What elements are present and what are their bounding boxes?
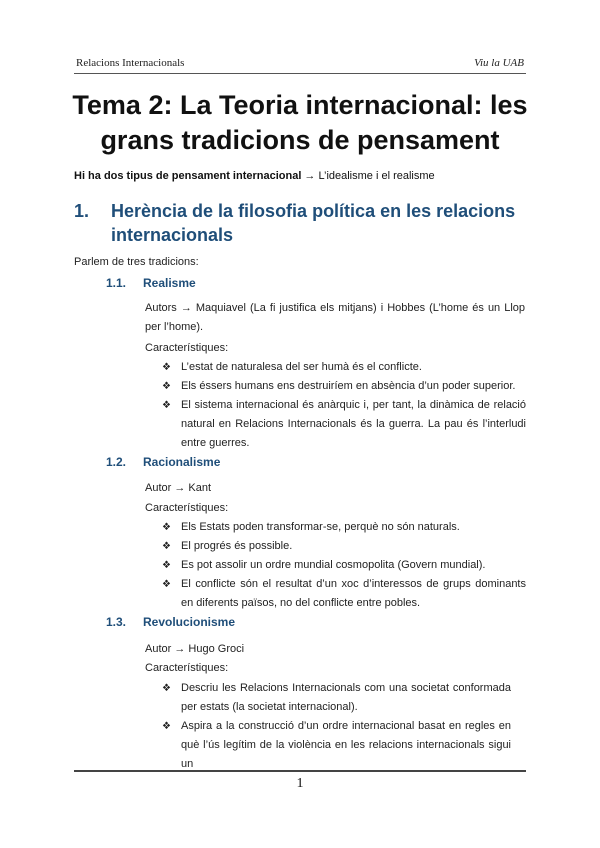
footer-rule — [74, 770, 526, 772]
page-number: 1 — [296, 776, 304, 791]
racionalisme-features-label: Característiques: — [145, 502, 229, 514]
racionalisme-authors: Autor → Kant — [145, 482, 212, 494]
page-title: Tema 2: La Teoria internacional: les grans tradicions de pensament — [72, 90, 528, 155]
subsection-heading-revolucionisme — [106, 615, 235, 629]
intro-line — [74, 170, 435, 182]
subsection-number: 1.2. — [106, 455, 127, 469]
subsection-heading-racionalisme — [106, 455, 220, 469]
subsection-title: Racionalisme — [143, 455, 221, 469]
subsection-title: Realisme — [143, 276, 196, 290]
subsection-number: 1.1. — [106, 276, 127, 290]
document-page: Relacions Internacionals Viu la UAB Tema 2: La Teoria internacional: les grans tradicions de pensament Hi ha dos tipus de pensament internacional → L’idealisme i el realisme 1. Herència de la filosofia política en les relacions internacionals Parlem de tres tradicions: 1.1. Realisme Autors → Maquiavel (La fi justifica els mitjans) i Hobbes (L’home és un Llop per l’home). Característiques: ❖ L’estat de naturalesa del ser humà és el conflicte. ❖ Els éssers humans ens destruiríem en absència d’un poder superior. ❖ El sistema internacional és anàrquic i, per tant, la dinàmica de relació natural en Relacions Internacionals és la guerra. La pau és l’interludi entre guerres. 1.2. Racionalisme Autor → Kant Característiques: ❖ Els Estats poden transformar-se, perquè no són naturals. ❖ El progrés és possible. ❖ Es pot assolir un ordre mundial cosmopolita (Govern mundial). ❖ El conflicte són el resultat d’un xoc d’interessos de grups dominants en diferents països, no del conflicte entre pobles. 1.3. Revolucionisme Autor → Hugo Groci Característiques: ❖ Descriu les Relacions Internacionals com una societat conformada per estats (la societat internacional). ❖ Aspira a la construcció d’un ordre internacional basat en regles en què l’ús legítim de la violència en les relacions internacionals sigui un 1 — [0, 0, 600, 848]
realisme-features-label: Característiques: — [145, 342, 229, 354]
subsection-number: 1.3. — [106, 615, 127, 629]
diamond-bullet-icon: ❖ — [162, 560, 171, 571]
diamond-bullet-icon: ❖ — [162, 400, 171, 411]
subsection-title: Revolucionisme — [143, 615, 236, 629]
diamond-bullet-icon: ❖ — [162, 721, 171, 732]
revolucionisme-features-label: Característiques: — [145, 662, 229, 674]
section-title: Herència de la filosofia política en les relacions internacionals — [111, 201, 516, 245]
section-lead: Parlem de tres tradicions: — [74, 256, 199, 268]
diamond-bullet-icon: ❖ — [162, 522, 171, 533]
diamond-bullet-icon: ❖ — [162, 683, 171, 694]
intro-bold: Hi ha dos tipus de pensament internacional — [74, 170, 302, 182]
diamond-bullet-icon: ❖ — [162, 362, 171, 373]
subsection-heading-realisme — [106, 276, 196, 290]
intro-rest: → L’idealisme i el realisme — [301, 170, 435, 182]
diamond-bullet-icon: ❖ — [162, 541, 171, 552]
revolucionisme-authors: Autor → Hugo Groci — [145, 643, 245, 655]
header-rule — [74, 73, 526, 74]
header-course: Relacions Internacionals — [76, 57, 185, 69]
section-number: 1. — [74, 201, 90, 221]
header-source: Viu la UAB — [474, 57, 524, 69]
diamond-bullet-icon: ❖ — [162, 381, 171, 392]
diamond-bullet-icon: ❖ — [162, 579, 171, 590]
realisme-authors: Autors → Maquiavel (La fi justifica els mitjans) i Hobbes (L’home és un Llop per l’home). — [145, 302, 525, 333]
